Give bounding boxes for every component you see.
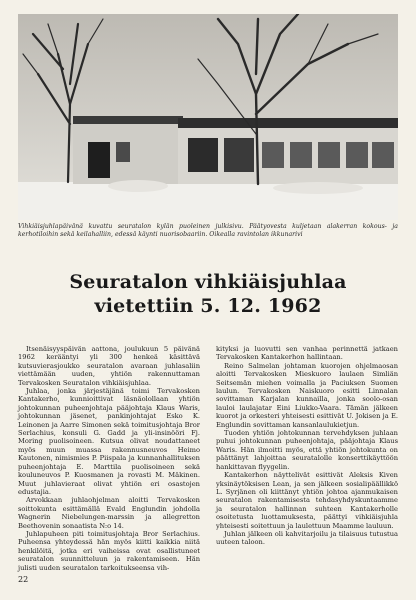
paragraph: kityksi ja luovutti sen vanhaa perinnettä jatkaen Tervakosken Kantakerhon hallintaan. <box>216 345 398 362</box>
building-photo <box>18 14 398 220</box>
page-number: 22 <box>18 575 29 584</box>
headline-line-2: vietettiin 5. 12. 1962 <box>94 295 322 317</box>
house-photo-icon <box>18 14 398 220</box>
article-column-right <box>216 345 398 547</box>
paragraph: Reino Salmelan johtaman kuorojen ohjelmaosan aloitti Tervakosken Mieskuoro laulaen Simliän Seitsemän miehen voimalla ja Paciuksen Suomen laulun. Tervakosken Naiskuoro esitti Linnalan sovittaman Karjalan kunnailla, jonka soolo-osan lauloi laulajatar Eini Liukko-Vaara. Tämän jälkeen kuorot ja orkesteri yhteisesti esittivät U. Jokisen ja E. Englundin sovittaman kansanlaulukietjun. <box>216 361 398 429</box>
headline-line-1: Seuratalon vihkiäisjuhlaa <box>69 271 347 293</box>
photo-caption: Vihkiäisjuhlapäivänä kuvattu seuratalon kylän puoleinen julkisivu. Päätyovesta kuljetaan alakerran kokous- ja kerhotiloihin sekä keilahalliin, edessä käynti nuorisobaariin. Oikealla ravintolan ikkunarivi <box>18 223 398 238</box>
paragraph: Juhlapuheen piti toimitusjohtaja Bror Serlachius. Puheensa yhteydessä hän myös kiitti kaikkia niitä henkilöitä, jotka eri vaiheissa ovat osallistuneet seuratalon suunnitteluun ja rakentamiseen. Hän julisti uuden seuratalon tarkoitukseensa vih- <box>18 529 200 572</box>
paragraph: Tuoden yhtiön johtokunnan tervehdyksen juhlaan puhui johtokunnan puheenjohtaja, pääjohtaja Klaus Waris. Hän ilmoitti myös, että yhtiön johtokunta on päättänyt lahjoittaa seuratalolle konserttikäyttöön hankittavan flyygelin. <box>216 429 398 471</box>
paragraph: Juhlan jälkeen oli kahvitarjoilu ja tilaisuus tutustua uuteen taloon. <box>216 529 398 547</box>
paragraph: Juhlaa, jonka järjestäjänä toimi Tervakosken Kantakerho, kunnioittivat läsnäolollaan yhtiön johtokunnan puheenjohtaja pääjohtaja Klaus Waris, johtokunnan jäsenet, pankinjohtajat Esko K. Leinonen ja Aarre Simonen sekä toimitusjohtaja Bror Serlachius, konsuli G. Gadd ja yli-insinööri Fj. Moring puolisoineen. Kutsua olivat noudattaneet myös muun muassa rakennusneuvos Heimo Kautonen, nimismies P. Piispala ja kunnanhallituksen puheenjohtaja E. Marttila puolisoineen sekä kouluneuvos P. Kuosmanen ja rovasti M. Mäkinen. Muut juhlavieraat olivat yhtiön eri osastojen edustajia. <box>18 387 200 496</box>
paragraph: Itsenäisyyspäivän aattona, joulukuun 5 päivänä 1962 kerääntyi yli 300 henkeä käsittävä kutsuvierasjoukko seuratalon avaraan juhlasaliin viettämään uuden, yhtiön rakennuttaman Tervakosken Seuratalon vihkiäisjuhlaa. <box>18 345 200 387</box>
paragraph: Arvokkaan juhlaohjelman aloitti Tervakosken soittokunta esittämällä Evald Englundin johdolla Wagnerin Niebelungen-marssin ja allegretton Beethovenin sonaatista N:o 14. <box>18 496 200 530</box>
article-column-left <box>18 345 200 572</box>
paragraph: Kantakerhon näyttelivät esittivät Aleksis Kiven yksinäytöksisen Lean, ja sen jälkeen sosialipäällikkö L. Syrjänen oli kiittänyt yhtiön johtoa ajanmukaisen seuratalon rakentamisesta tehdasyhdyskuntaamme ja seuratalon hallinnan suhteen Kantakerholle osoitetusta luottamuksesta, päättyi vihkiäisjuhla yhteisesti soitettuun ja laulettuun Maamme lauluun. <box>216 471 398 530</box>
article-headline <box>0 270 416 318</box>
